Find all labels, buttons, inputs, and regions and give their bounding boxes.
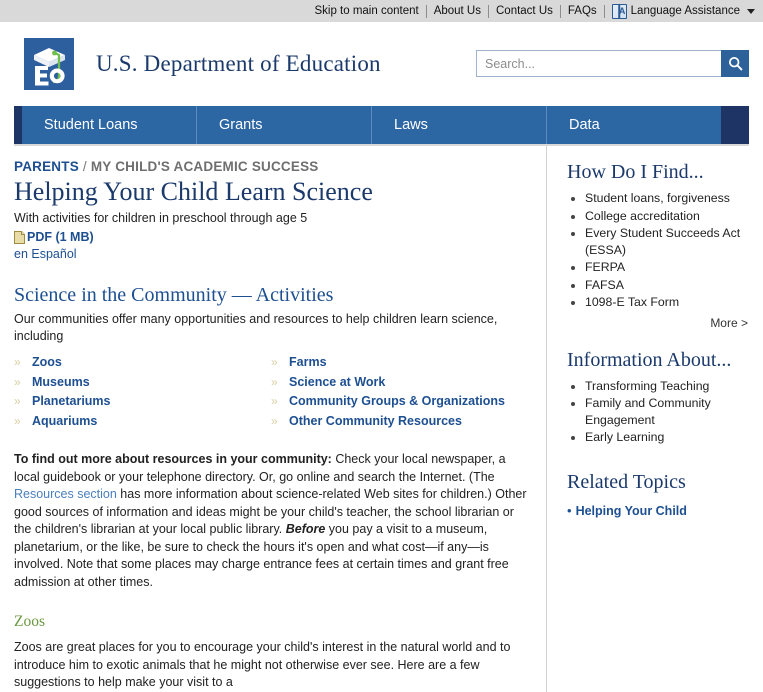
zoos-paragraph: Zoos are great places for you to encourage your child's interest in the natural world and to introduce him to exotic animals that he might not otherwise ever see. Here are a few suggestions to help make your visit to a bbox=[14, 640, 511, 689]
sidebar-heading-information-about: Information About... bbox=[567, 348, 732, 371]
nav-item-laws[interactable]: Laws bbox=[372, 106, 547, 144]
pdf-download-row bbox=[14, 230, 528, 244]
search-button[interactable] bbox=[721, 50, 749, 77]
nav-item-student-loans[interactable]: Student Loans bbox=[22, 106, 197, 144]
activity-link-aquariums[interactable]: Aquariums bbox=[32, 413, 98, 428]
paragraph-part-2: has more information about science-related Web sites for children.) Other good sources of information and ideas might be your child's teacher, the school librarian or the children's librarian at your local public library. bbox=[14, 487, 527, 536]
double-chevron-right-icon: » bbox=[271, 355, 277, 369]
search-input[interactable] bbox=[476, 50, 721, 77]
list-item[interactable]: • Transforming Teaching bbox=[585, 378, 752, 395]
activity-link-community-groups-organizations[interactable]: Community Groups & Organizations bbox=[289, 394, 505, 408]
list-item bbox=[14, 375, 271, 390]
activity-links bbox=[14, 355, 528, 433]
breadcrumb-current: MY CHILD'S ACADEMIC SUCCESS bbox=[90, 159, 319, 174]
primary-navigation bbox=[14, 106, 749, 144]
activity-link-farms[interactable]: Farms bbox=[289, 355, 327, 369]
double-chevron-right-icon: » bbox=[14, 355, 20, 369]
paragraph-part-3: you pay a visit to a museum, planetarium, or the like, be sure to check the hours it's open and what cost—if any—is involved. Note that some places may charge entrance fees at certain times and grant free admission at other times. bbox=[14, 522, 509, 589]
bullet-dot-icon: • bbox=[567, 502, 572, 518]
utility-bar bbox=[0, 0, 763, 22]
activity-links-right-column bbox=[271, 355, 528, 433]
list-item bbox=[271, 394, 528, 409]
list-item bbox=[14, 355, 271, 370]
activity-link-planetariums[interactable]: Planetariums bbox=[32, 394, 111, 408]
nav-edge-left bbox=[14, 106, 22, 144]
spanish-version-link[interactable]: en Español bbox=[14, 247, 77, 261]
sidebar-list-information-about bbox=[571, 378, 752, 446]
list-item[interactable]: • Family and Community Engagement bbox=[585, 395, 752, 428]
utility-link-contact-us[interactable]: Contact Us bbox=[496, 5, 553, 17]
utility-link-faqs[interactable]: FAQs bbox=[567, 5, 597, 17]
sidebar-heading-related-topics: Related Topics bbox=[567, 470, 686, 493]
list-item[interactable]: • FAFSA bbox=[585, 277, 752, 294]
breadcrumb-separator: / bbox=[82, 159, 87, 174]
nav-item-data[interactable]: Data bbox=[569, 117, 600, 133]
sidebar-list-how-do-i-find bbox=[571, 190, 752, 311]
list-item[interactable]: • College accreditation bbox=[585, 208, 752, 225]
double-chevron-right-icon: » bbox=[271, 374, 277, 389]
sidebar-list-related-topics bbox=[567, 504, 752, 518]
activity-link-science-at-work[interactable]: Science at Work bbox=[289, 374, 386, 389]
content-row bbox=[0, 146, 763, 692]
resources-paragraph bbox=[14, 451, 528, 591]
activity-links-left-column bbox=[14, 355, 271, 433]
subsection-heading-zoos: Zoos bbox=[14, 613, 45, 630]
double-chevron-right-icon: » bbox=[271, 394, 277, 408]
activity-link-zoos[interactable]: Zoos bbox=[32, 355, 62, 369]
section-lead-text: Our communities offer many opportunities and resources to help children learn science, including bbox=[14, 312, 498, 343]
masthead bbox=[0, 22, 763, 106]
sidebar bbox=[547, 146, 762, 692]
breadcrumb-parents[interactable]: PARENTS bbox=[14, 159, 79, 174]
breadcrumb bbox=[14, 158, 528, 176]
list-item[interactable]: • FERPA bbox=[585, 259, 752, 276]
activity-link-museums[interactable]: Museums bbox=[32, 374, 90, 389]
utility-link-about-us[interactable]: About Us bbox=[433, 5, 481, 17]
pdf-download-link[interactable]: PDF (1 MB) bbox=[27, 230, 94, 244]
chevron-down-icon bbox=[747, 9, 755, 14]
list-item[interactable]: • 1098-E Tax Form bbox=[585, 294, 752, 311]
list-item[interactable]: • Student loans, forgiveness bbox=[585, 190, 752, 207]
nav-items bbox=[22, 106, 721, 144]
search-icon bbox=[728, 56, 743, 71]
list-item bbox=[14, 414, 271, 429]
page-title: Helping Your Child Learn Science bbox=[14, 177, 373, 206]
ed-logo-link[interactable] bbox=[24, 38, 74, 90]
resources-section-link[interactable]: Resources section bbox=[14, 487, 117, 501]
double-chevron-right-icon: » bbox=[14, 394, 20, 408]
sidebar-heading-how-do-i-find: How Do I Find... bbox=[567, 161, 704, 183]
ed-logo-icon bbox=[24, 38, 74, 90]
list-item bbox=[567, 504, 752, 518]
search-form bbox=[476, 50, 749, 77]
related-topic-link-helping-your-child[interactable]: Helping Your Child bbox=[575, 503, 687, 518]
nav-item-grants[interactable]: Grants bbox=[197, 106, 372, 144]
site-title: U.S. Department of Education bbox=[96, 51, 381, 76]
language-assistance-label[interactable]: Language Assistance bbox=[630, 5, 740, 17]
list-item bbox=[271, 355, 528, 370]
how-do-i-find-more-link[interactable]: More > bbox=[710, 315, 748, 330]
page-subtitle: With activities for children in preschool through age 5 bbox=[14, 211, 308, 225]
paragraph-emphasis-before: Before bbox=[285, 522, 326, 536]
section-heading-science-in-the-community: Science in the Community — Activities bbox=[14, 284, 334, 306]
double-chevron-right-icon: » bbox=[271, 413, 277, 428]
list-item bbox=[271, 414, 528, 429]
paragraph-bold-lead: To find out more about resources in your community: bbox=[14, 452, 332, 466]
list-item[interactable]: • Early Learning bbox=[585, 429, 752, 446]
list-item bbox=[14, 394, 271, 409]
main-content bbox=[0, 146, 547, 692]
activity-link-other-community-resources[interactable]: Other Community Resources bbox=[289, 413, 462, 428]
paragraph-part-1: Check your local newspaper, a local guidebook or your telephone directory. Or, go online and search the Internet. (The bbox=[14, 452, 506, 484]
language-assistance-icon bbox=[612, 4, 627, 19]
list-item bbox=[271, 375, 528, 390]
nav-edge-right bbox=[721, 106, 749, 144]
utility-link-skip-to-main-content[interactable]: Skip to main content bbox=[314, 5, 419, 17]
pdf-icon bbox=[14, 231, 25, 244]
double-chevron-right-icon: » bbox=[14, 413, 20, 428]
double-chevron-right-icon: » bbox=[14, 374, 20, 389]
language-assistance-menu[interactable] bbox=[605, 4, 755, 19]
list-item[interactable]: • Every Student Succeeds Act (ESSA) bbox=[585, 225, 752, 258]
